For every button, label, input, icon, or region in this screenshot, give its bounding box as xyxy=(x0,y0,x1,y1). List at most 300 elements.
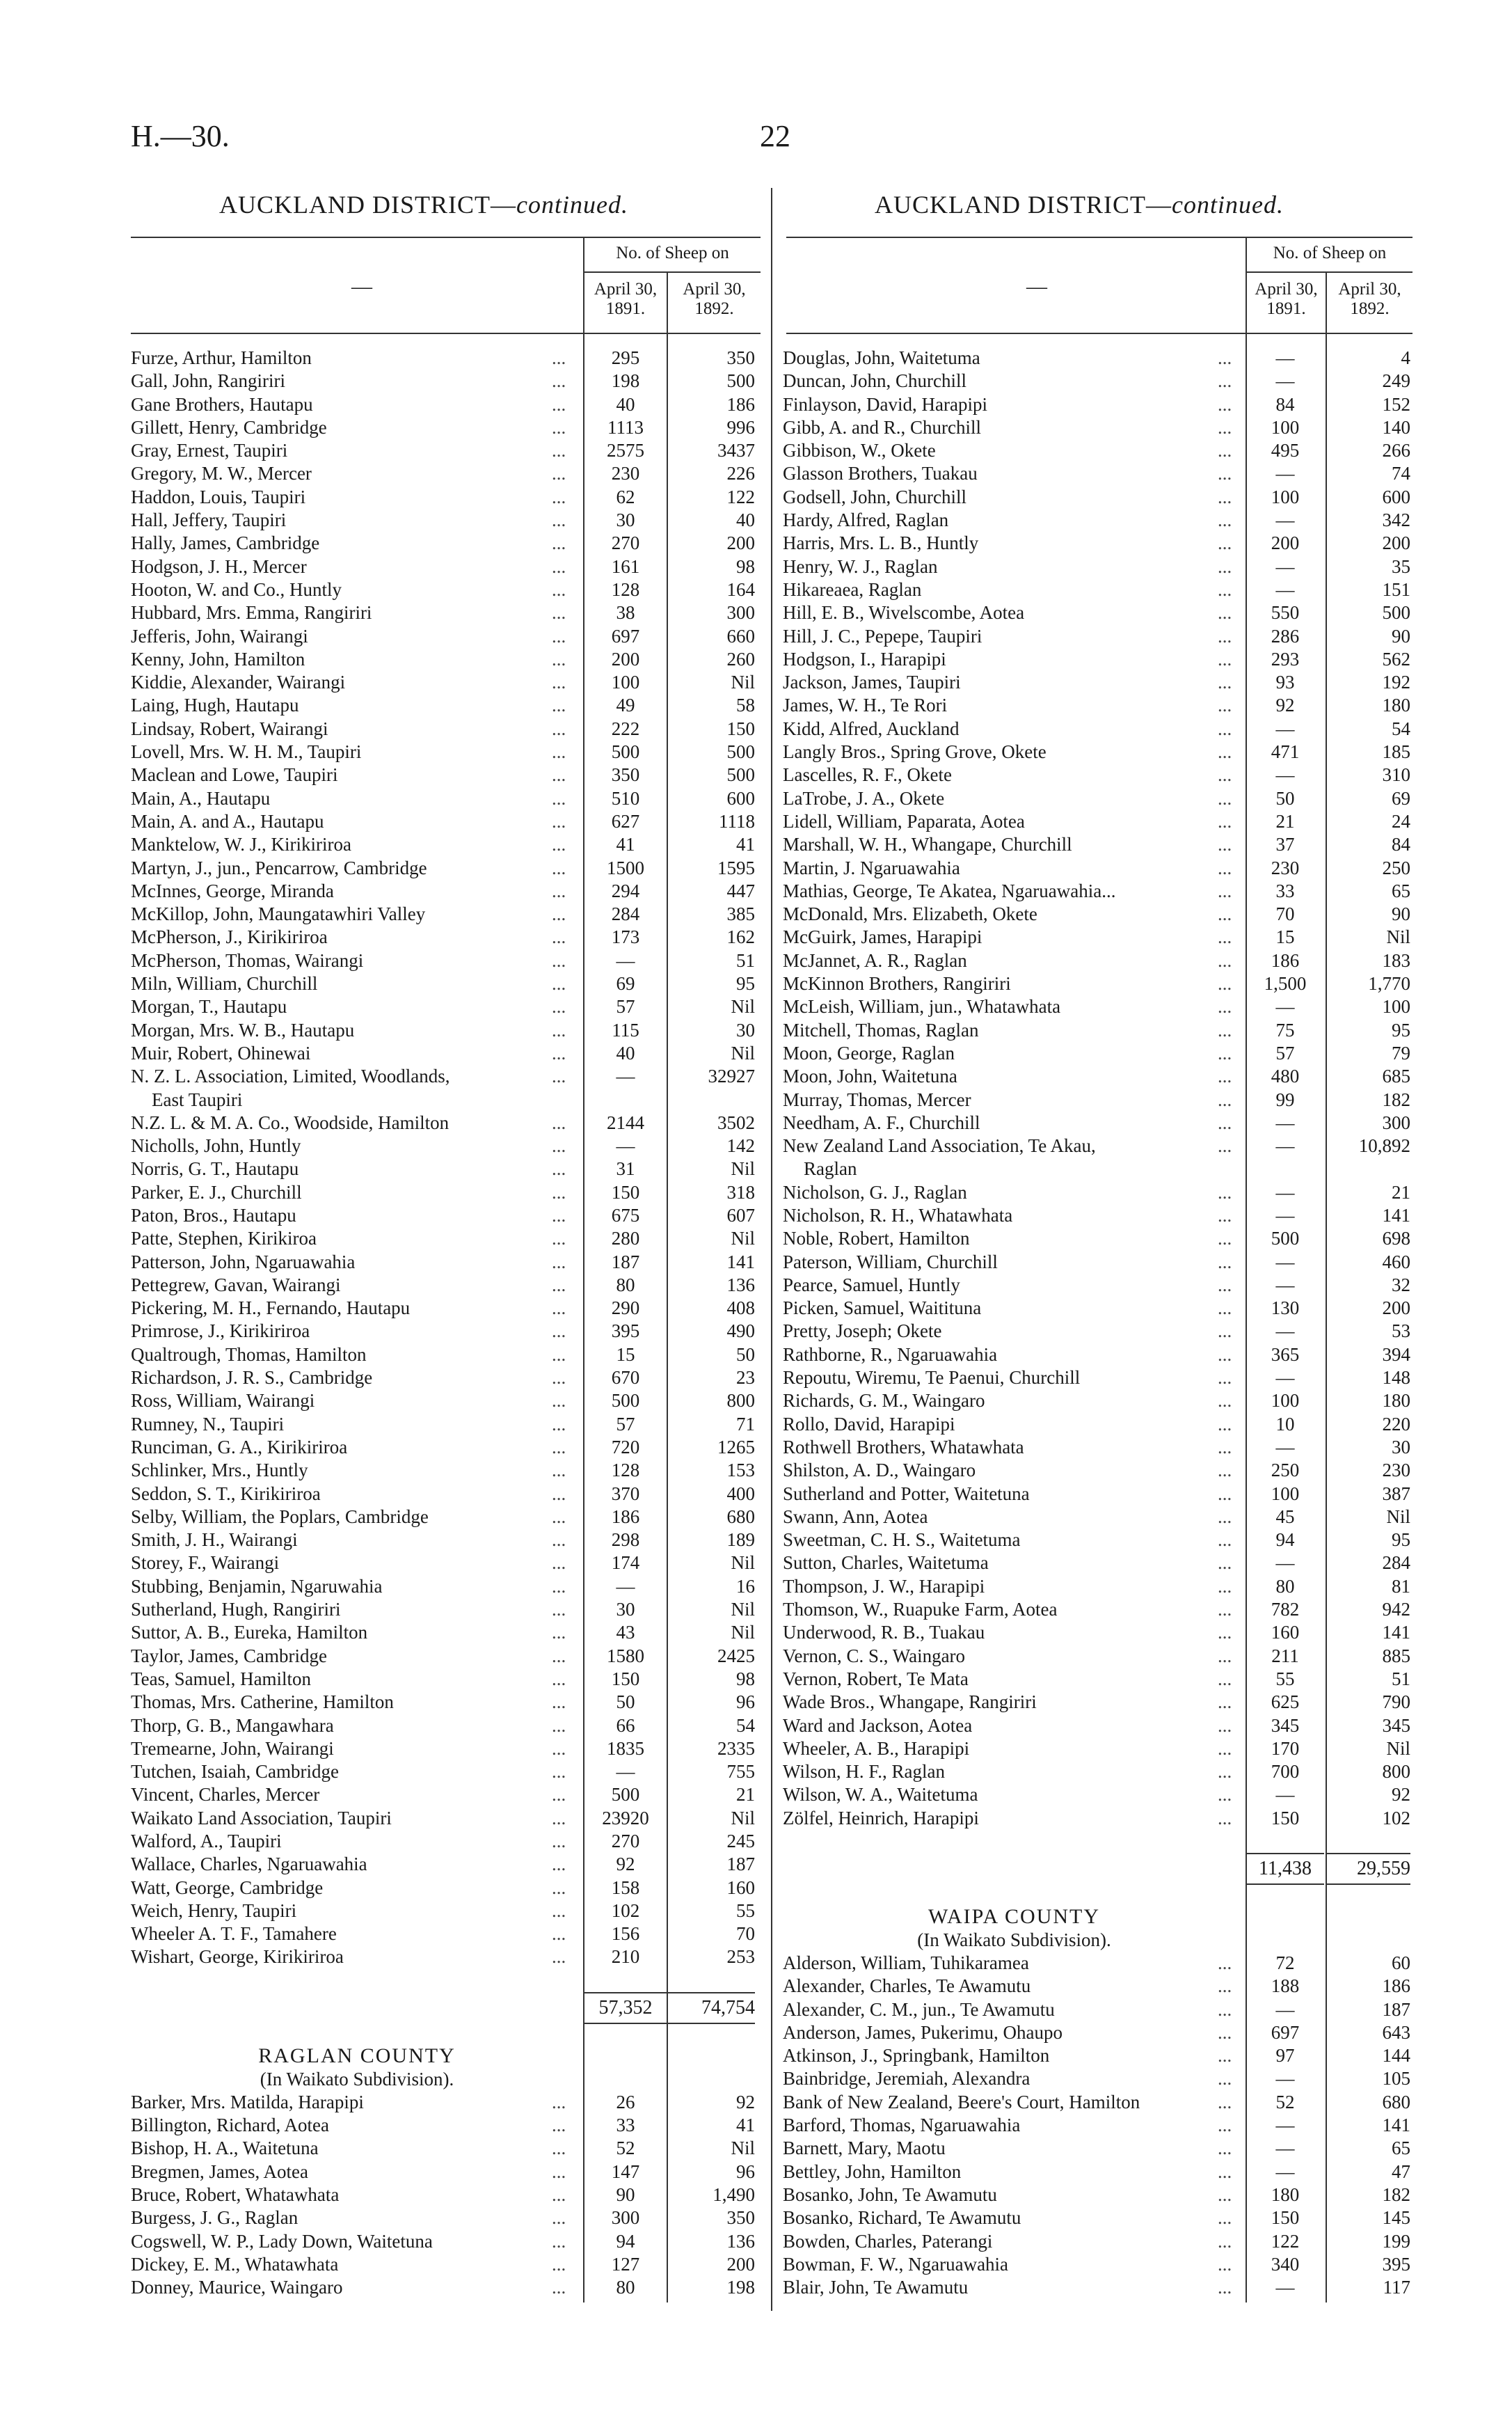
sheep-1892: 562 xyxy=(1382,648,1410,670)
sheep-1892: 53 xyxy=(1392,1320,1410,1342)
owner-name: Rothwell Brothers, Whatawhata ... xyxy=(783,1436,1232,1458)
sheep-1892: 30 xyxy=(1392,1436,1410,1458)
owner-name: Paton, Bros., Hautapu ... xyxy=(131,1204,566,1226)
sheep-1892: 385 xyxy=(726,903,755,925)
table-row xyxy=(783,2114,1437,2137)
sheep-1891: 38 xyxy=(616,602,635,624)
table-row xyxy=(783,2253,1437,2276)
table-row xyxy=(131,1227,785,1250)
table-row xyxy=(131,1019,785,1042)
table-row xyxy=(783,555,1437,578)
owner-name: Wilson, W. A., Waitetuma ... xyxy=(783,1784,1232,1806)
table-row xyxy=(131,1691,785,1714)
sheep-1892: 71 xyxy=(736,1413,755,1435)
sheep-1891: 40 xyxy=(616,393,635,415)
owner-name: McGuirk, James, Harapipi ... xyxy=(783,926,1232,948)
sheep-1892: 187 xyxy=(726,1854,755,1875)
table-row xyxy=(131,926,785,949)
total-row xyxy=(783,1853,1437,1882)
table-row xyxy=(783,1181,1437,1204)
owner-name: McDonald, Mrs. Elizabeth, Okete ... xyxy=(783,903,1232,925)
table-row xyxy=(131,718,785,741)
owner-name: Hodgson, I., Harapipi ... xyxy=(783,648,1232,670)
owner-name: LaTrobe, J. A., Okete ... xyxy=(783,787,1232,809)
table-row xyxy=(131,1389,785,1412)
owner-name: Alderson, William, Tuhikaramea ... xyxy=(783,1952,1232,1973)
table-row xyxy=(131,1645,785,1668)
sheep-1892: 145 xyxy=(1382,2207,1410,2229)
sheep-1891: — xyxy=(1275,2138,1295,2159)
sheep-1892: 16 xyxy=(736,1575,755,1597)
sheep-1892: 490 xyxy=(726,1320,755,1342)
table-row xyxy=(131,2206,785,2229)
sheep-1892: 2335 xyxy=(717,1737,755,1759)
table-row xyxy=(783,1760,1437,1783)
sheep-1891: 284 xyxy=(611,903,640,925)
owner-name: Bosanko, Richard, Te Awamutu ... xyxy=(783,2207,1232,2229)
group-header: No. of Sheep on xyxy=(1273,244,1387,262)
sheep-1891: 100 xyxy=(1271,1390,1300,1412)
sheep-1891: 720 xyxy=(611,1436,640,1458)
table-row xyxy=(783,2137,1437,2160)
owner-name: Swann, Ann, Aotea ... xyxy=(783,1506,1232,1527)
sheep-1892: 180 xyxy=(1382,695,1410,716)
owner-name: Vernon, Robert, Te Mata ... xyxy=(783,1668,1232,1689)
owner-name: Hubbard, Mrs. Emma, Rangiriri ... xyxy=(131,602,566,624)
sheep-1891: 94 xyxy=(1275,1529,1295,1551)
table-row xyxy=(783,995,1437,1018)
table-row xyxy=(131,486,785,509)
owner-name: Rumney, N., Taupiri ... xyxy=(131,1413,566,1435)
sheep-1892: 84 xyxy=(1392,834,1410,855)
sheep-1891: 370 xyxy=(611,1483,640,1504)
sheep-1892: 23 xyxy=(736,1367,755,1389)
sheep-1891: 70 xyxy=(1275,903,1295,925)
header-1892: April 30, 1892. xyxy=(683,280,746,318)
sheep-1892: 200 xyxy=(726,2253,755,2275)
spacer xyxy=(131,2021,785,2044)
table-row xyxy=(131,903,785,926)
sheep-1892: 95 xyxy=(1392,1019,1410,1041)
sheep-1892: 79 xyxy=(1392,1042,1410,1064)
sheep-1892: 755 xyxy=(726,1761,755,1783)
sheep-1891: 57 xyxy=(616,996,635,1018)
owner-name: Wheeler, A. B., Harapipi ... xyxy=(783,1737,1232,1759)
table-row xyxy=(783,2044,1437,2067)
table-row xyxy=(783,972,1437,995)
table-row xyxy=(131,1158,785,1180)
table-row xyxy=(131,671,785,694)
table-row xyxy=(783,1320,1437,1343)
owner-name: Glasson Brothers, Tuakau ... xyxy=(783,463,1232,484)
sheep-1891: 72 xyxy=(1275,1952,1295,1973)
table-row xyxy=(131,741,785,764)
sheep-1891: — xyxy=(1275,1367,1295,1389)
table-row xyxy=(783,1529,1437,1551)
sheep-1891: 625 xyxy=(1271,1691,1300,1713)
table-row xyxy=(783,833,1437,856)
table-row xyxy=(783,1413,1437,1436)
table-row xyxy=(131,578,785,601)
table-row xyxy=(131,1737,785,1760)
owner-name: Zölfel, Heinrich, Harapipi ... xyxy=(783,1807,1232,1828)
sheep-1891: 298 xyxy=(611,1529,640,1551)
table-row xyxy=(783,1227,1437,1250)
sheep-1892: 394 xyxy=(1382,1343,1410,1365)
sheep-1892: 100 xyxy=(1382,996,1410,1018)
owner-name: Hikareaea, Raglan ... xyxy=(783,578,1232,600)
sheep-1892: 65 xyxy=(1392,2138,1410,2159)
table-row xyxy=(131,1459,785,1482)
sheep-1891: 290 xyxy=(611,1297,640,1319)
right-column-body xyxy=(783,347,1437,2299)
owner-name: Needham, A. F., Churchill ... xyxy=(783,1112,1232,1133)
owner-name: Barker, Mrs. Matilda, Harapipi ... xyxy=(131,2091,566,2112)
sheep-1892: 660 xyxy=(726,625,755,647)
sheep-1892: 300 xyxy=(1382,1112,1410,1133)
table-row xyxy=(783,1598,1437,1621)
sheep-1892: 4 xyxy=(1401,347,1410,368)
owner-name: Bruce, Robert, Whatawhata ... xyxy=(131,2183,566,2205)
sheep-1891: 161 xyxy=(611,555,640,577)
owner-name: Anderson, James, Pukerimu, Ohaupo ... xyxy=(783,2021,1232,2043)
table-row xyxy=(783,1621,1437,1644)
sheep-1892: 600 xyxy=(726,787,755,809)
owner-name: Raglan xyxy=(804,1158,857,1180)
sheep-1892: 74 xyxy=(1392,463,1410,484)
sheep-1891: 80 xyxy=(616,2277,635,2298)
section-subheading: (In Waikato Subdivision). xyxy=(260,2068,454,2090)
sheep-1892: 35 xyxy=(1392,555,1410,577)
table-row xyxy=(131,1575,785,1598)
sheep-1892: 162 xyxy=(726,926,755,948)
sheep-1891: 675 xyxy=(611,1204,640,1226)
sheep-1891: 90 xyxy=(616,2183,635,2205)
sheep-1891: 495 xyxy=(1271,440,1300,461)
owner-name: Watt, George, Cambridge ... xyxy=(131,1877,566,1898)
sheep-1892: 230 xyxy=(1382,1460,1410,1481)
sheep-1892: 447 xyxy=(726,880,755,901)
owner-name: Hill, J. C., Pepepe, Taupiri ... xyxy=(783,625,1232,647)
sheep-1891: 158 xyxy=(611,1877,640,1898)
table-row xyxy=(131,1830,785,1853)
owner-name: Douglas, John, Waitetuma ... xyxy=(783,347,1232,368)
total-1892: 29,559 xyxy=(1327,1853,1410,1885)
owner-name: Godsell, John, Churchill ... xyxy=(783,486,1232,507)
owner-name: Main, A. and A., Hautapu ... xyxy=(131,810,566,832)
owner-name: McLeish, William, jun., Whatawhata ... xyxy=(783,996,1232,1018)
sheep-1891: 550 xyxy=(1271,602,1300,624)
table-row xyxy=(783,1483,1437,1506)
table-row xyxy=(783,532,1437,555)
sheep-1892: 151 xyxy=(1382,578,1410,600)
table-row xyxy=(131,2091,785,2114)
sheep-1892: 65 xyxy=(1392,880,1410,901)
table-row xyxy=(131,393,785,416)
table-row xyxy=(131,1204,785,1227)
sheep-1892: 643 xyxy=(1382,2021,1410,2043)
total-row xyxy=(131,1992,785,2021)
owner-name: Jefferis, John, Wairangi ... xyxy=(131,625,566,647)
table-row xyxy=(131,1783,785,1806)
sheep-1891: 30 xyxy=(616,510,635,531)
table-row xyxy=(131,2253,785,2276)
sheep-1891: 52 xyxy=(1275,2091,1295,2112)
table-row xyxy=(131,764,785,787)
sheep-1892: 200 xyxy=(1382,1297,1410,1319)
owner-name: Maclean and Lowe, Taupiri ... xyxy=(131,764,566,786)
sheep-1891: 200 xyxy=(1271,532,1300,554)
sheep-1892: 141 xyxy=(726,1251,755,1272)
sheep-1892: 800 xyxy=(1382,1761,1410,1783)
owner-name: Mathias, George, Te Akatea, Ngaruawahia... ... xyxy=(783,880,1232,901)
table-row xyxy=(783,1112,1437,1135)
sheep-1892: 996 xyxy=(726,416,755,438)
sheep-1892: 122 xyxy=(726,486,755,507)
table-row xyxy=(783,1807,1437,1830)
owner-name: Paterson, William, Churchill ... xyxy=(783,1251,1232,1272)
table-row xyxy=(783,880,1437,903)
sheep-1892: 98 xyxy=(736,555,755,577)
sheep-1892: 1118 xyxy=(719,810,755,832)
table-row xyxy=(131,2183,785,2206)
owner-name: Gregory, M. W., Mercer ... xyxy=(131,463,566,484)
right-column-title: AUCKLAND DISTRICT—continued. xyxy=(875,191,1284,219)
sheep-1891: 33 xyxy=(1275,880,1295,901)
owner-name: Vincent, Charles, Mercer ... xyxy=(131,1784,566,1806)
sheep-1891: 294 xyxy=(611,880,640,901)
total-1891: 11,438 xyxy=(1246,1853,1324,1885)
owner-name: Schlinker, Mrs., Huntly ... xyxy=(131,1460,566,1481)
owner-name: Patte, Stephen, Kirikiroa ... xyxy=(131,1228,566,1249)
sheep-1892: 183 xyxy=(1382,949,1410,971)
table-row xyxy=(783,1297,1437,1320)
sheep-1892: 10,892 xyxy=(1358,1135,1410,1157)
table-row xyxy=(783,1019,1437,1042)
sheep-1892: 69 xyxy=(1392,787,1410,809)
owner-name: N. Z. L. Association, Limited, Woodlands, ... xyxy=(131,1066,566,1087)
sheep-1892: 198 xyxy=(726,2277,755,2298)
spacer xyxy=(131,1969,785,1992)
sheep-1891: 57 xyxy=(616,1413,635,1435)
sheep-1892: 607 xyxy=(726,1204,755,1226)
sheep-1891: 222 xyxy=(611,718,640,739)
table-row xyxy=(131,787,785,810)
sheep-1891: 293 xyxy=(1271,648,1300,670)
sheep-1892: 3502 xyxy=(717,1112,755,1133)
table-row xyxy=(783,347,1437,370)
owner-name: Mitchell, Thomas, Raglan ... xyxy=(783,1019,1232,1041)
owner-name: Rollo, David, Harapipi ... xyxy=(783,1413,1232,1435)
owner-name: Sweetman, C. H. S., Waitetuma ... xyxy=(783,1529,1232,1551)
table-row xyxy=(131,1668,785,1691)
table-row xyxy=(131,509,785,532)
sheep-1891: 94 xyxy=(616,2230,635,2252)
sheep-1891: 480 xyxy=(1271,1066,1300,1087)
owner-name: Underwood, R. B., Tuakau ... xyxy=(783,1622,1232,1643)
sheep-1891: 395 xyxy=(611,1320,640,1342)
sheep-1891: 186 xyxy=(611,1506,640,1527)
owner-name: Bregmen, James, Aotea ... xyxy=(131,2161,566,2182)
sheep-1892: 942 xyxy=(1382,1599,1410,1620)
sheep-1891: 1580 xyxy=(607,1645,644,1666)
sheep-1892: 680 xyxy=(1382,2091,1410,2112)
table-row xyxy=(131,1922,785,1945)
sheep-1892: 1265 xyxy=(717,1436,755,1458)
sheep-1891: 80 xyxy=(616,1274,635,1295)
sheep-1891: 186 xyxy=(1271,949,1300,971)
sheep-1891: — xyxy=(1275,2277,1295,2298)
owner-name: Bowman, F. W., Ngaruawahia ... xyxy=(783,2253,1232,2275)
sheep-1892: 318 xyxy=(726,1181,755,1203)
table-row xyxy=(783,625,1437,648)
table-row xyxy=(131,439,785,462)
table-row xyxy=(131,1343,785,1366)
table-row xyxy=(783,1251,1437,1274)
owner-name: Hally, James, Cambridge ... xyxy=(131,532,566,554)
table-row xyxy=(783,648,1437,671)
sheep-1892: 92 xyxy=(1392,1784,1410,1806)
owner-name: Wilson, H. F., Raglan ... xyxy=(783,1761,1232,1783)
sheep-1892: Nil xyxy=(731,1622,755,1643)
sheep-1891: 156 xyxy=(611,1923,640,1945)
sheep-1892: 790 xyxy=(1382,1691,1410,1713)
sheep-1892: 350 xyxy=(726,2207,755,2229)
sheep-1892: 102 xyxy=(1382,1807,1410,1828)
sheep-1892: 148 xyxy=(1382,1367,1410,1389)
sheep-1891: — xyxy=(1275,555,1295,577)
sheep-1892: 117 xyxy=(1383,2277,1410,2298)
sheep-1891: 93 xyxy=(1275,672,1295,693)
sheep-1891: 500 xyxy=(611,1784,640,1806)
sheep-1891: 21 xyxy=(1275,810,1295,832)
sheep-1891: 62 xyxy=(616,486,635,507)
sheep-1892: 54 xyxy=(736,1714,755,1736)
sheep-1892: 387 xyxy=(1382,1483,1410,1504)
owner-name: Cogswell, W. P., Lady Down, Waitetuna ... xyxy=(131,2230,566,2252)
sheep-1892: 189 xyxy=(726,1529,755,1551)
sheep-1891: 295 xyxy=(611,347,640,368)
owner-name: Storey, F., Wairangi ... xyxy=(131,1552,566,1574)
sheep-1891: 99 xyxy=(1275,1089,1295,1110)
sheep-1892: 200 xyxy=(726,532,755,554)
table-row xyxy=(131,1899,785,1922)
table-row xyxy=(131,462,785,485)
table-row xyxy=(783,509,1437,532)
owner-name: Norris, G. T., Hautapu ... xyxy=(131,1158,566,1180)
owner-name: Suttor, A. B., Eureka, Hamilton ... xyxy=(131,1622,566,1643)
sheep-1892: 153 xyxy=(726,1460,755,1481)
sheep-1892: 1,490 xyxy=(713,2183,755,2205)
sheep-1892: 90 xyxy=(1392,903,1410,925)
table-row xyxy=(131,2230,785,2253)
owner-name: Billington, Richard, Aotea ... xyxy=(131,2115,566,2136)
sheep-1891: 30 xyxy=(616,1599,635,1620)
sheep-1891: 15 xyxy=(1275,926,1295,948)
owner-name: Burgess, J. G., Raglan ... xyxy=(131,2207,566,2229)
table-row xyxy=(783,1089,1437,1112)
sheep-1891: — xyxy=(1275,370,1295,392)
owner-name: Gray, Ernest, Taupiri ... xyxy=(131,440,566,461)
owner-name: Thomas, Mrs. Catherine, Hamilton ... xyxy=(131,1691,566,1713)
sheep-1892: 51 xyxy=(736,949,755,971)
table-row xyxy=(783,857,1437,880)
sheep-1891: 627 xyxy=(611,810,640,832)
sheep-1891: 75 xyxy=(1275,1019,1295,1041)
sheep-1891: 300 xyxy=(611,2207,640,2229)
owner-name: East Taupiri xyxy=(152,1089,243,1110)
owner-name: Main, A., Hautapu ... xyxy=(131,787,566,809)
sheep-1892: 142 xyxy=(726,1135,755,1157)
table-row xyxy=(783,1952,1437,1975)
sheep-1891: 286 xyxy=(1271,625,1300,647)
table-row xyxy=(783,393,1437,416)
owner-name: McPherson, Thomas, Wairangi ... xyxy=(131,949,566,971)
sheep-1891: 66 xyxy=(616,1714,635,1736)
sheep-1892: Nil xyxy=(1386,1506,1410,1527)
sheep-1891: 128 xyxy=(611,578,640,600)
sheep-1891: — xyxy=(1275,1181,1295,1203)
sheep-1891: 122 xyxy=(1271,2230,1300,2252)
table-row xyxy=(783,1065,1437,1088)
table-row xyxy=(131,857,785,880)
table-row xyxy=(131,1251,785,1274)
table-row xyxy=(131,1877,785,1899)
owner-name: Rathborne, R., Ngaruawahia ... xyxy=(783,1343,1232,1365)
owner-name: Pickering, M. H., Fernando, Hautapu ... xyxy=(131,1297,566,1319)
header-dash: — xyxy=(1026,275,1047,298)
table-row-continuation xyxy=(783,1158,1437,1180)
owner-name: Laing, Hugh, Hautapu ... xyxy=(131,695,566,716)
owner-name: Manktelow, W. J., Kirikiriroa ... xyxy=(131,834,566,855)
owner-name: Parker, E. J., Churchill ... xyxy=(131,1181,566,1203)
owner-name: Stubbing, Benjamin, Ngaruwahia ... xyxy=(131,1575,566,1597)
sheep-1891: 115 xyxy=(612,1019,639,1041)
sheep-1892: 250 xyxy=(1382,857,1410,878)
sheep-1892: 192 xyxy=(1382,672,1410,693)
owner-name: Kenny, John, Hamilton ... xyxy=(131,648,566,670)
owner-name: Dickey, E. M., Whatawhata ... xyxy=(131,2253,566,2275)
table-row xyxy=(131,601,785,624)
owner-name: Thomson, W., Ruapuke Farm, Aotea ... xyxy=(783,1599,1232,1620)
sheep-1891: 100 xyxy=(611,672,640,693)
owner-name: Hall, Jeffery, Taupiri ... xyxy=(131,510,566,531)
sheep-1891: 15 xyxy=(616,1343,635,1365)
sheep-1892: 141 xyxy=(1382,2115,1410,2136)
section-heading: WAIPA COUNTY xyxy=(928,1905,1101,1928)
owner-name: Picken, Samuel, Waititunа ... xyxy=(783,1297,1232,1319)
table-row xyxy=(131,1366,785,1389)
sheep-1891: 350 xyxy=(611,764,640,786)
table-row xyxy=(131,1065,785,1088)
left-column-body xyxy=(131,347,785,2299)
sheep-1892: 96 xyxy=(736,1691,755,1713)
sheep-1892: Nil xyxy=(1386,926,1410,948)
owner-name: Hill, E. B., Wivelscombe, Aotea ... xyxy=(783,602,1232,624)
table-row xyxy=(131,532,785,555)
spacer xyxy=(783,1830,1437,1853)
sheep-1892: 70 xyxy=(736,1923,755,1945)
sheep-1891: 50 xyxy=(616,1691,635,1713)
sheep-1891: 40 xyxy=(616,1042,635,1064)
owner-name: Sutton, Charles, Waitetuma ... xyxy=(783,1552,1232,1574)
sheep-1891: 49 xyxy=(616,695,635,716)
left-column-title: AUCKLAND DISTRICT—continued. xyxy=(219,191,628,219)
sheep-1891: 782 xyxy=(1271,1599,1300,1620)
table-row xyxy=(783,601,1437,624)
sheep-1891: 211 xyxy=(1271,1645,1299,1666)
sheep-1892: 266 xyxy=(1382,440,1410,461)
